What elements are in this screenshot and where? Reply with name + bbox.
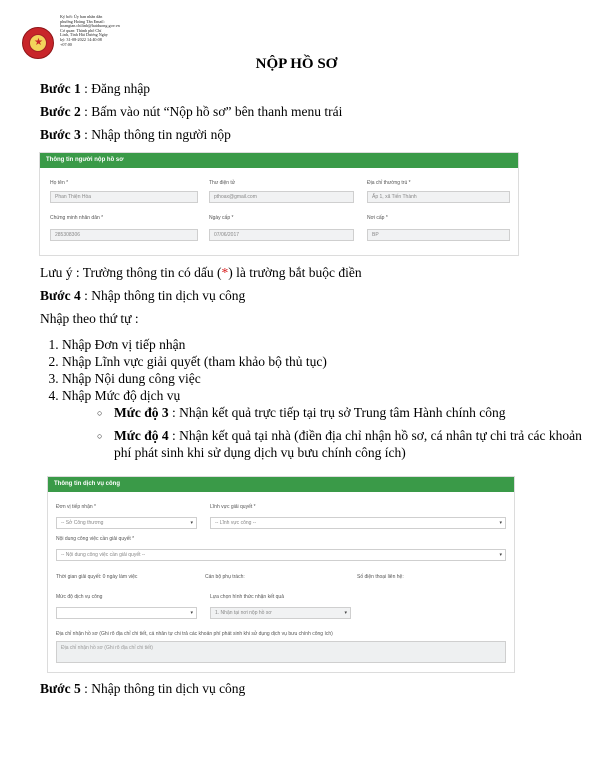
- public-service-form: [47, 476, 515, 673]
- list-item: 3. Nhập Nội dung công việc: [62, 370, 327, 387]
- chevron-down-icon: ▾: [190, 610, 193, 616]
- step-5: Bước 5 : Nhập thông tin dịch vụ công: [40, 681, 246, 696]
- list-item: 1. Nhập Đơn vị tiếp nhận: [62, 336, 327, 353]
- date-field[interactable]: 07/06/2017: [209, 229, 354, 241]
- field-label: Lĩnh vực giải quyết *: [210, 504, 256, 510]
- content-select[interactable]: -- Nội dung công việc cần giải quyết -- ▾: [56, 549, 506, 561]
- chevron-down-icon: ▾: [190, 520, 193, 526]
- level-select[interactable]: [56, 607, 197, 619]
- id-label: Chứng minh nhân dân *: [50, 215, 104, 221]
- step-4: Bước 4 : Nhập thông tin dịch vụ công: [40, 288, 246, 303]
- step-2: Bước 2 : Bấm vào nút “Nộp hồ sơ” bên thanh menu trái: [40, 104, 343, 119]
- required-note: Lưu ý : Trường thông tin có dấu (*) là trường bắt buộc điền: [40, 265, 362, 280]
- receive-label: Lựa chọn hình thức nhận kết quả: [210, 594, 284, 600]
- chevron-down-icon: ▾: [499, 520, 502, 526]
- step-3: Bước 3 : Nhập thông tin người nộp: [40, 127, 231, 142]
- page-title: NỘP HỒ SƠ: [255, 56, 338, 72]
- phone-label: Số điện thoại liên hệ:: [357, 574, 404, 580]
- chevron-down-icon: ▾: [344, 610, 347, 616]
- service-level-list: [96, 404, 584, 467]
- place-field[interactable]: BP: [367, 229, 510, 241]
- email-field[interactable]: pthoax@gmail.com: [209, 191, 354, 203]
- circle-bullet-icon: ○: [97, 431, 103, 441]
- applicant-info-header: Thông tin người nộp hồ sơ: [40, 153, 518, 168]
- order-list: [40, 336, 327, 404]
- order-intro: Nhập theo thứ tự :: [40, 311, 139, 326]
- field-select[interactable]: -- Lĩnh vực công -- ▾: [210, 517, 506, 529]
- digital-signature-text: Ký bởi: Ủy ban nhân dân phường Hoàng Tân Email: hoangtan.chilinh@haiduong.gov.vn Cơ quan: Thành phố Chí Linh, Tỉnh Hải Dương Ngày ký: 31-08-2022 14:40:08 +07:00: [60, 14, 120, 47]
- seal-icon: ★: [22, 27, 54, 59]
- chevron-down-icon: ▾: [499, 552, 502, 558]
- date-label: Ngày cấp *: [209, 215, 234, 221]
- content-label: Nội dung công việc cần giải quyết *: [56, 536, 135, 542]
- name-field[interactable]: Phan Thiện Hòa: [50, 191, 198, 203]
- list-item: 2. Nhập Lĩnh vực giải quyết (tham khảo bộ thủ tục): [62, 353, 327, 370]
- time-label: Thời gian giải quyết: 0 ngày làm việc: [56, 574, 138, 580]
- address-field[interactable]: Ấp 1, xã Tiến Thành: [367, 191, 510, 203]
- unit-label: Đơn vị tiếp nhận *: [56, 504, 96, 510]
- public-service-header: Thông tin dịch vụ công: [48, 477, 514, 492]
- place-label: Nơi cấp *: [367, 215, 388, 221]
- addr-label: Địa chỉ nhận hồ sơ (Ghi rõ địa chỉ chi tiết, cá nhân tự chi trả các khoản phí phát sinh khi sử dụng dịch vụ bưu chính công ích): [56, 631, 333, 637]
- list-item: ○ Mức độ 3 : Nhận kết quả trực tiếp tại trụ sở Trung tâm Hành chính công: [97, 405, 506, 420]
- circle-bullet-icon: ○: [97, 408, 103, 418]
- step-1: Bước 1 : Đăng nhập: [40, 81, 151, 96]
- email-label: Thư điện tử: [209, 180, 236, 186]
- level-label: Mức độ dịch vụ công: [56, 594, 103, 600]
- officer-label: Cán bộ phụ trách:: [205, 574, 245, 580]
- list-item: 4. Nhập Mức độ dịch vụ: [62, 387, 327, 404]
- unit-select[interactable]: -- Sở Công thương ▾: [56, 517, 197, 529]
- address-label: Địa chỉ thường trú *: [367, 180, 411, 186]
- receive-select[interactable]: 1. Nhận tại nơi nộp hồ sơ ▾: [210, 607, 351, 619]
- addr-textarea[interactable]: Địa chỉ nhận hồ sơ (Ghi rõ địa chỉ chi tiết): [56, 641, 506, 663]
- applicant-info-form: [39, 152, 519, 256]
- id-field[interactable]: 285308306: [50, 229, 198, 241]
- list-item: ○ Mức độ 4 : Nhận kết quả tại nhà (điền địa chỉ nhận hồ sơ, cá nhân tự chi trả các khoản phí phát sinh khi sử dụng dịch vụ bưu chính công ích): [97, 428, 582, 460]
- name-label: Họ tên *: [50, 180, 69, 186]
